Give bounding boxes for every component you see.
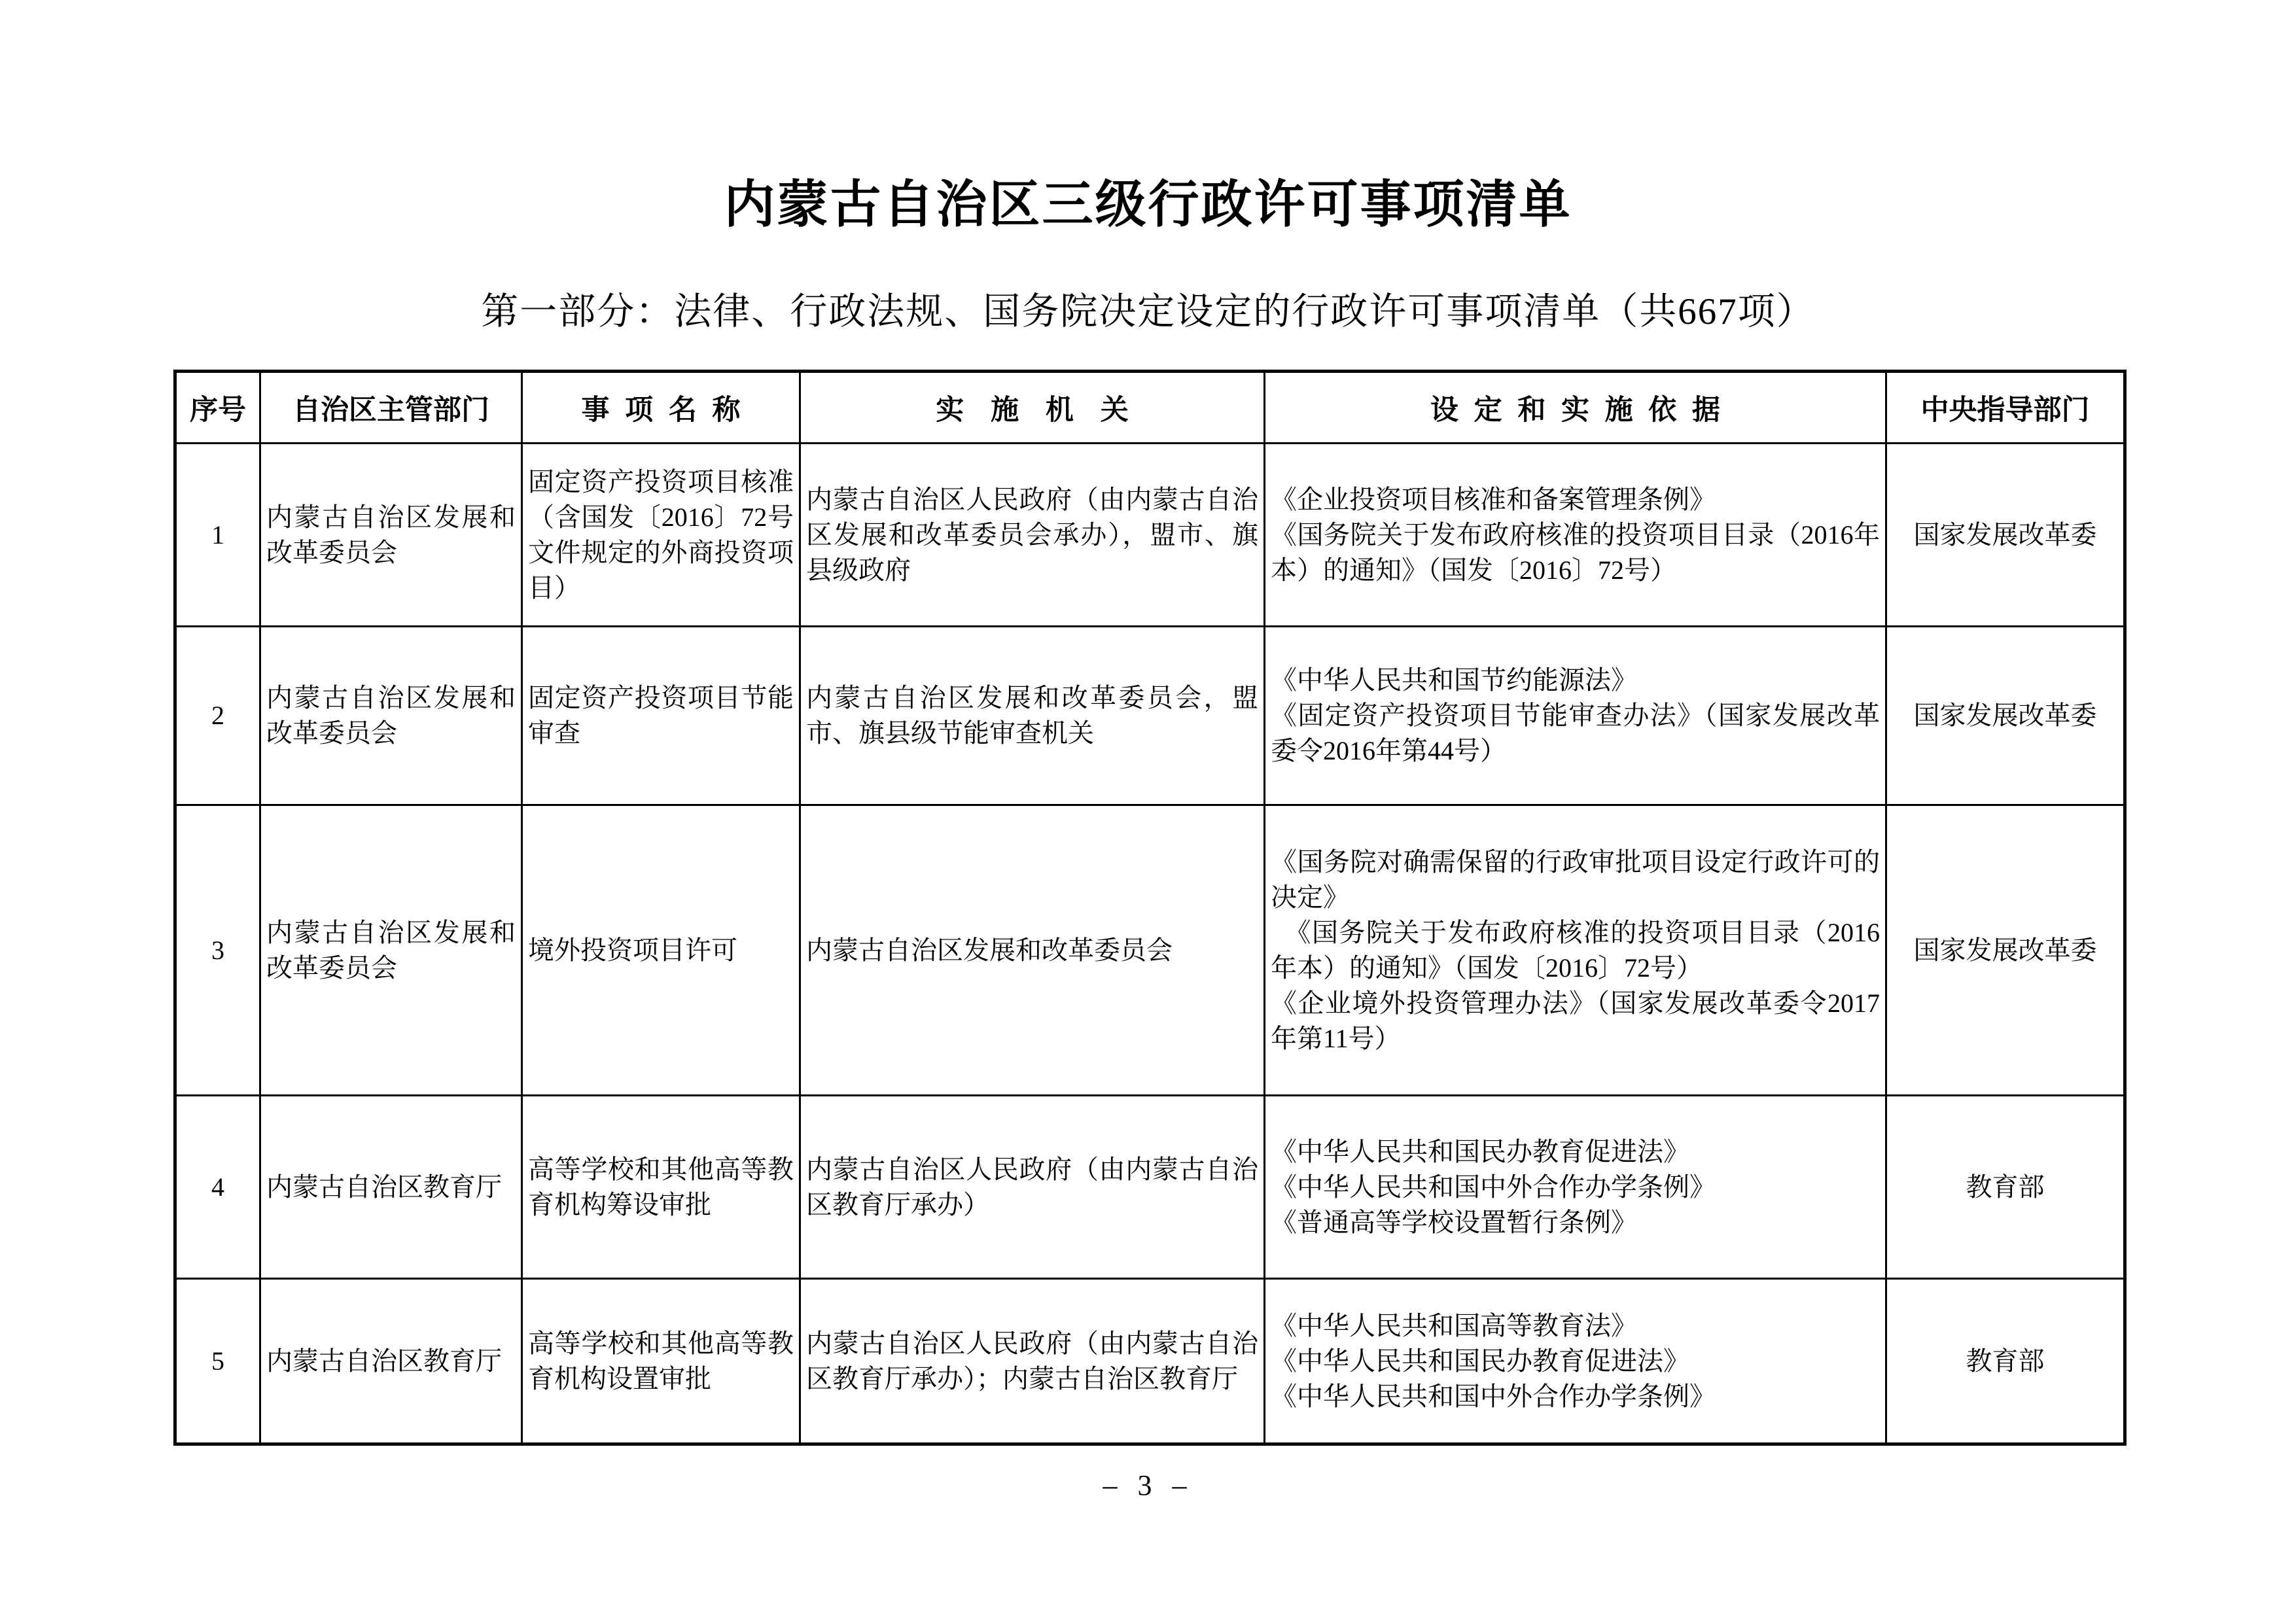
cell-legal-basis: [1265, 444, 1886, 627]
legal-basis-line: 《中华人民共和国高等教育法》: [1271, 1310, 1637, 1340]
col-header-department: 自治区主管部门: [260, 372, 522, 444]
cell-legal-basis: [1265, 805, 1886, 1096]
cell-department: 内蒙古自治区教育厅: [260, 1279, 522, 1444]
legal-basis-line: 《中华人民共和国民办教育促进法》: [1271, 1346, 1689, 1376]
cell-seq: 2: [175, 627, 260, 805]
cell-central-guidance: 国家发展改革委: [1886, 627, 2125, 805]
table-header-row: [175, 372, 2125, 444]
cell-central-guidance: 教育部: [1886, 1279, 2125, 1444]
legal-basis-line: 《固定资产投资项目节能审查办法》（国家发展改革委令2016年第44号）: [1271, 701, 1880, 765]
table-row: [175, 1279, 2125, 1444]
legal-basis-line: 《国务院关于发布政府核准的投资项目目录（2016年本）的通知》（国发〔2016〕72号）: [1271, 917, 1880, 983]
table-row: [175, 444, 2125, 627]
col-header-authority: 实施机关: [800, 372, 1265, 444]
cell-legal-basis: [1265, 1279, 1886, 1444]
cell-implementing-authority: 内蒙古自治区人民政府（由内蒙古自治区发展和改革委员会承办），盟市、旗县级政府: [800, 444, 1265, 627]
table-row: [175, 805, 2125, 1096]
page-number: – 3 –: [1103, 1469, 1193, 1501]
cell-implementing-authority: 内蒙古自治区人民政府（由内蒙古自治区教育厅承办）；内蒙古自治区教育厅: [800, 1279, 1265, 1444]
legal-basis-line: 《中华人民共和国民办教育促进法》: [1271, 1136, 1689, 1166]
cell-implementing-authority: 内蒙古自治区发展和改革委员会，盟市、旗县级节能审查机关: [800, 627, 1265, 805]
cell-item-name: 高等学校和其他高等教育机构筹设审批: [522, 1096, 800, 1279]
cell-item-name: 高等学校和其他高等教育机构设置审批: [522, 1279, 800, 1444]
col-header-basis: 设定和实施依据: [1265, 372, 1886, 444]
legal-basis-line: 《企业境外投资管理办法》（国家发展改革委令2017年第11号）: [1271, 988, 1880, 1053]
cell-central-guidance: 国家发展改革委: [1886, 444, 2125, 627]
legal-basis-line: 《企业投资项目核准和备案管理条例》: [1271, 484, 1716, 514]
cell-seq: 1: [175, 444, 260, 627]
cell-department: 内蒙古自治区发展和改革委员会: [260, 805, 522, 1096]
cell-department: 内蒙古自治区发展和改革委员会: [260, 444, 522, 627]
col-header-seq: 序号: [175, 372, 260, 444]
col-header-central: 中央指导部门: [1886, 372, 2125, 444]
legal-basis-line: 《普通高等学校设置暂行条例》: [1271, 1207, 1637, 1237]
table-row: [175, 627, 2125, 805]
legal-basis-line: 《中华人民共和国节约能源法》: [1271, 665, 1637, 695]
legal-basis-line: 《中华人民共和国中外合作办学条例》: [1271, 1381, 1716, 1411]
cell-legal-basis: [1265, 627, 1886, 805]
legal-basis-line: 《国务院关于发布政府核准的投资项目目录（2016年本）的通知》（国发〔2016〕72号）: [1271, 519, 1880, 585]
page-subtitle: 第一部分：法律、行政法规、国务院决定设定的行政许可事项清单（共667项）: [481, 291, 1815, 332]
cell-central-guidance: 国家发展改革委: [1886, 805, 2125, 1096]
cell-central-guidance: 教育部: [1886, 1096, 2125, 1279]
cell-implementing-authority: 内蒙古自治区发展和改革委员会: [800, 805, 1265, 1096]
cell-item-name: 固定资产投资项目节能审查: [522, 627, 800, 805]
table-row: [175, 1096, 2125, 1279]
cell-item-name: 固定资产投资项目核准（含国发〔2016〕72号文件规定的外商投资项目）: [522, 444, 800, 627]
cell-legal-basis: [1265, 1096, 1886, 1279]
legal-basis-line: 《国务院对确需保留的行政审批项目设定行政许可的决定》: [1271, 846, 1880, 912]
legal-basis-line: 《中华人民共和国中外合作办学条例》: [1271, 1172, 1716, 1202]
col-header-item-name: 事项名称: [522, 372, 800, 444]
licensing-table: [173, 370, 2127, 1446]
cell-item-name: 境外投资项目许可: [522, 805, 800, 1096]
cell-seq: 3: [175, 805, 260, 1096]
cell-implementing-authority: 内蒙古自治区人民政府（由内蒙古自治区教育厅承办）: [800, 1096, 1265, 1279]
cell-department: 内蒙古自治区教育厅: [260, 1096, 522, 1279]
cell-department: 内蒙古自治区发展和改革委员会: [260, 627, 522, 805]
cell-seq: 5: [175, 1279, 260, 1444]
page-title: 内蒙古自治区三级行政许可事项清单: [724, 176, 1572, 233]
cell-seq: 4: [175, 1096, 260, 1279]
